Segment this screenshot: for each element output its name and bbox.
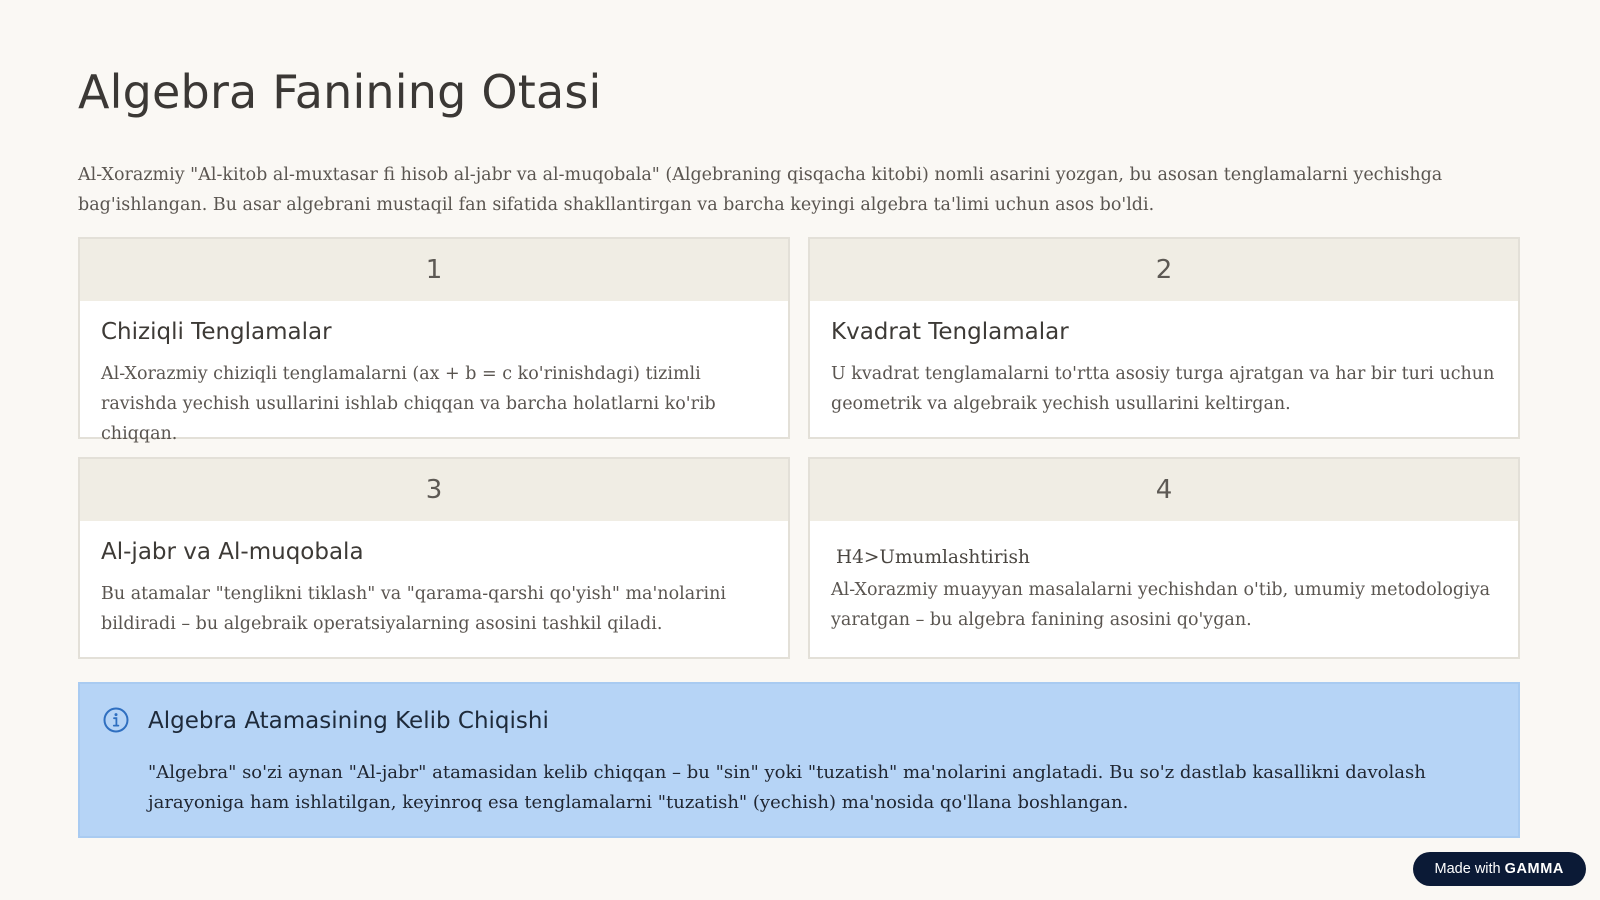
info-icon: [102, 706, 130, 734]
callout-text: "Algebra" so'zi aynan "Al-jabr" atamasidan kelib chiqqan – bu "sin" yoki "tuzatish" ma'nolarini anglatadi. Bu so'z dastlab kasallikni davolash jarayoniga ham ishlatilgan, keyinroq esa tenglamalarni "tuzatish" (yechish) ma'nosida qo'llana boshlangan.: [148, 762, 1426, 813]
card-quadratic-equations: [808, 237, 1520, 439]
gamma-logo: GAMMA: [1504, 861, 1564, 877]
made-with-gamma-badge[interactable]: [1413, 852, 1586, 886]
card-number: 4: [810, 459, 1518, 521]
badge-prefix: Made with: [1434, 861, 1501, 877]
info-callout: [78, 682, 1520, 838]
card-title: Al-jabr va Al-muqobala: [101, 539, 364, 565]
callout-title: Algebra Atamasining Kelib Chiqishi: [148, 708, 549, 734]
card-number: 3: [80, 459, 788, 521]
card-generalization: [808, 457, 1520, 659]
card-number: 2: [810, 239, 1518, 301]
card-text: U kvadrat tenglamalarni to'rtta asosiy turga ajratgan va har bir turi uchun geometrik va algebraik yechish usullarini keltirgan.: [831, 364, 1495, 414]
card-linear-equations: [78, 237, 790, 444]
card-text: Al-Xorazmiy chiziqli tenglamalarni (ax + b = c ko'rinishdagi) tizimli ravishda yechish usullarini ishlab chiqqan va barcha holatlarni ko'rib chiqqan.: [101, 364, 716, 444]
card-text: Al-Xorazmiy muayyan masalalarni yechishdan o'tib, umumiy metodologiya yaratgan – bu algebra fanining asosini qo'ygan.: [831, 580, 1491, 630]
card-title: Kvadrat Tenglamalar: [831, 319, 1069, 345]
card-number: 1: [80, 239, 788, 301]
page-title: Algebra Fanining Otasi: [78, 65, 602, 119]
card-text: Bu atamalar "tenglikni tiklash" va "qarama-qarshi qo'yish" ma'nolarini bildiradi – bu algebraik operatsiyalarning asosini tashkil qiladi.: [101, 584, 726, 634]
intro-paragraph: Al-Xorazmiy "Al-kitob al-muxtasar fi hisob al-jabr va al-muqobala" (Algebraning qisqacha kitobi) nomli asarini yozgan, bu asosan tenglamalarni yechishga bag'ishlangan. Bu asar algebrani mustaqil fan sifatida shakllantirgan va barcha keyingi algebra ta'limi uchun asos bo'ldi.: [78, 165, 1443, 215]
card-title: H4>Umumlashtirish: [836, 547, 1030, 568]
card-al-jabr: [78, 457, 790, 659]
card-title: Chiziqli Tenglamalar: [101, 319, 332, 345]
